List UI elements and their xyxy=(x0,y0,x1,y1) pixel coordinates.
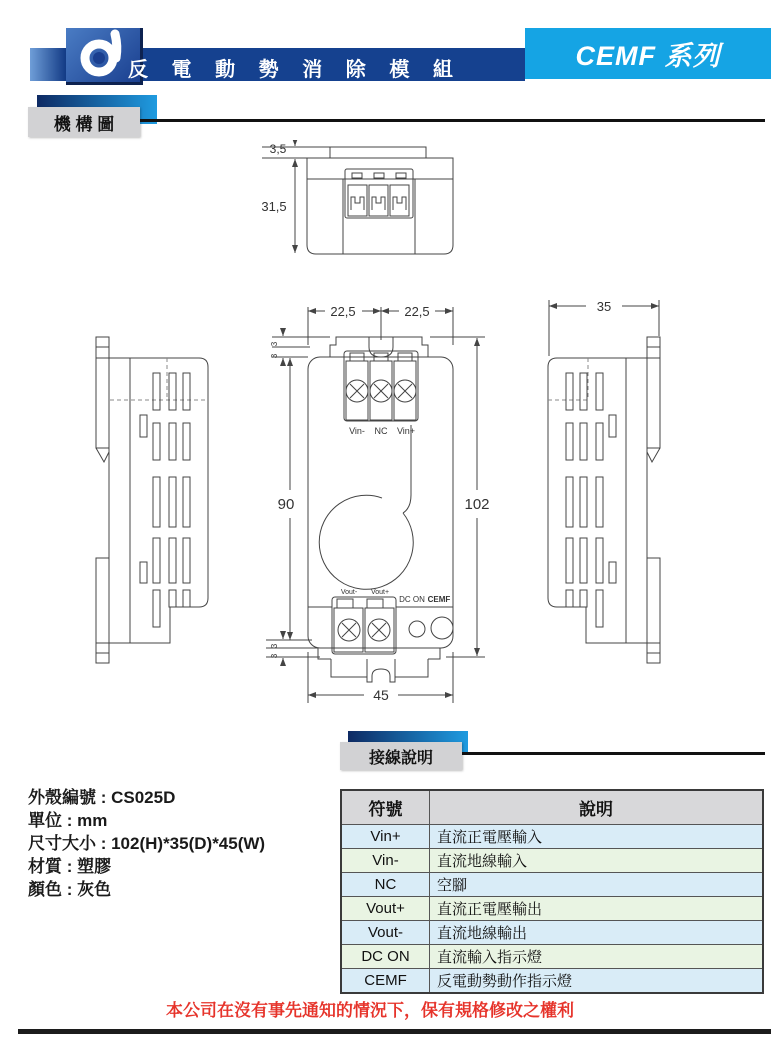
header-band-left-gradient xyxy=(30,48,66,81)
wiring-section-rule xyxy=(462,752,765,755)
cell-description: 直流正電壓輸出 xyxy=(430,897,764,921)
spec-case-number: 外殼編號 : CS025D xyxy=(28,788,176,807)
series-badge xyxy=(525,28,771,79)
cell-symbol: Vin- xyxy=(341,849,430,873)
page-title: 反 電 動 勢 消 除 模 組 xyxy=(128,59,462,81)
dim-top-tab: 3,5 xyxy=(269,142,287,156)
cell-symbol: DC ON xyxy=(341,945,430,969)
terminal-label-nc: NC xyxy=(374,426,388,436)
terminal-label-vin-plus: Vin+ xyxy=(396,426,416,436)
mechanical-section-rule xyxy=(140,119,765,122)
disclaimer-text: 本公司在沒有事先通知的情況下，保有規格修改之權利 xyxy=(166,1001,574,1020)
spec-list xyxy=(28,786,265,901)
bottom-rule xyxy=(18,1029,771,1034)
cell-symbol: NC xyxy=(341,873,430,897)
cell-symbol: Vout+ xyxy=(341,897,430,921)
dc-on-led xyxy=(409,621,425,637)
table-row xyxy=(341,969,763,994)
table-row xyxy=(341,921,763,945)
terminal-label-vout-minus: Vout- xyxy=(340,589,358,596)
dim-small-bottom-1: 3 xyxy=(270,643,279,649)
table-row xyxy=(341,873,763,897)
cell-symbol: CEMF xyxy=(341,969,430,994)
cell-symbol: Vin+ xyxy=(341,825,430,849)
table-row xyxy=(341,849,763,873)
cell-description: 反電動勢動作指示燈 xyxy=(430,969,764,994)
dim-total-height: 102 xyxy=(464,496,490,513)
col-header-description: 說明 xyxy=(430,790,764,825)
dim-side-depth: 35 xyxy=(596,299,612,314)
led-label-cemf: CEMF xyxy=(427,595,451,604)
mechanical-section-title: 機 構 圖 xyxy=(28,107,140,137)
table-row xyxy=(341,825,763,849)
terminal-label-vin-minus: Vin- xyxy=(349,426,365,436)
spec-material: 材質 : 塑膠 xyxy=(28,857,112,876)
cell-description: 直流地線輸出 xyxy=(430,921,764,945)
spec-unit: 單位 : mm xyxy=(28,811,108,830)
dim-width: 45 xyxy=(373,687,389,703)
dim-half-right: 22,5 xyxy=(404,304,430,319)
table-row xyxy=(341,945,763,969)
right-side-view xyxy=(548,299,660,663)
terminal-label-vout-plus: Vout+ xyxy=(370,589,390,596)
spec-dimensions: 尺寸大小 : 102(H)*35(D)*45(W) xyxy=(28,834,266,853)
mechanical-drawing xyxy=(0,140,771,720)
dim-small-top-2: 3 xyxy=(270,353,279,359)
spec-color: 顏色 : 灰色 xyxy=(28,880,112,899)
cell-description: 空腳 xyxy=(430,873,764,897)
led-label-dc-on: DC ON xyxy=(399,595,425,604)
dim-top-depth: 31,5 xyxy=(261,199,287,214)
table-header-row xyxy=(341,790,763,825)
cell-symbol: Vout- xyxy=(341,921,430,945)
wiring-table xyxy=(340,789,764,994)
cemf-led xyxy=(431,617,453,639)
cell-description: 直流地線輸入 xyxy=(430,849,764,873)
series-badge-label: CEMF 系列 xyxy=(575,41,721,71)
front-view xyxy=(266,304,490,703)
dim-body-height: 90 xyxy=(277,496,295,513)
cell-description: 直流輸入指示燈 xyxy=(430,945,764,969)
dim-small-top-1: 3 xyxy=(270,341,279,347)
dim-half-left: 22,5 xyxy=(330,304,356,319)
cell-description: 直流正電壓輸入 xyxy=(430,825,764,849)
wiring-section-title: 接線說明 xyxy=(340,742,462,770)
dim-small-bottom-2: 3 xyxy=(270,653,279,659)
top-view xyxy=(261,140,453,254)
col-header-symbol: 符號 xyxy=(341,790,430,825)
table-row xyxy=(341,897,763,921)
left-side-view xyxy=(96,337,208,663)
